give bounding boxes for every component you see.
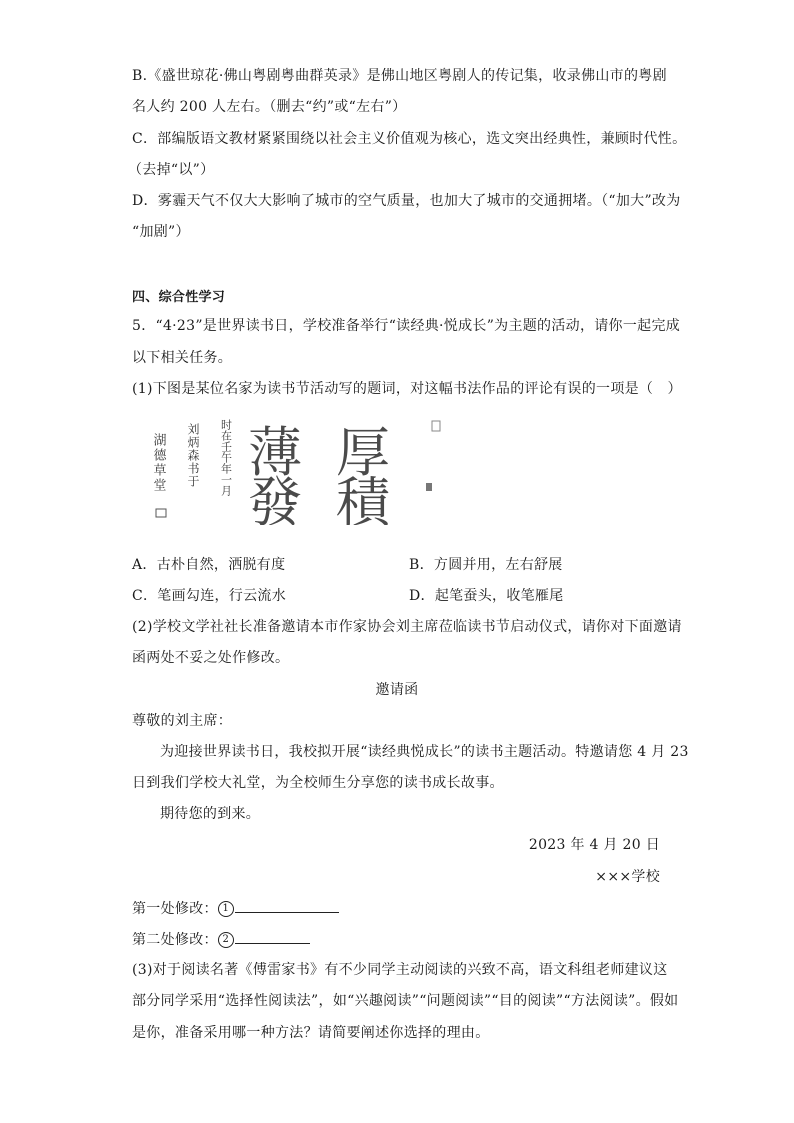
subquestion-3-line2: 部分同学采用“选择性阅读法”，如“兴趣阅读”“问题阅读”“目的阅读”“方法阅读”。假如 [132,993,679,1009]
choice-c: C．笔画勾连，行云流水 [132,588,287,604]
option-d-line2: “加剧”） [132,224,190,240]
calligraphy-char-3: 發 [248,471,308,525]
section-heading: 四、综合性学习 [132,290,226,305]
choice-b: B．方圆并用，左右舒展 [409,557,563,573]
question-5-line1: 5．“4·23”是世界读书日，学校准备举行“读经典·悦成长”为主题的活动，请你一起完成 [132,318,681,334]
fix-1-blank[interactable] [235,898,339,913]
seal-small-3 [426,483,432,491]
seal-small-2 [432,421,440,431]
fix-2-row [132,929,310,950]
subquestion-3-line3: 是你，准备采用哪一种方法？请简要阐述你选择的理由。 [132,1025,490,1041]
subquestion-2-line1: (2)学校文学社社长准备邀请本市作家协会刘主席莅临读书节启动仪式，请你对下面邀请 [132,619,682,635]
question-5-line2: 以下相关任务。 [132,350,233,366]
fix-2-label: 第二处修改： [132,932,218,948]
seal-small-1 [156,509,166,517]
calligraphy-char-2: 厚 [336,421,396,484]
letter-date: 2023 年 4 月 20 日 [528,837,660,853]
circled-number-1: 1 [218,901,234,917]
inscription-mid: 刘炳森书于 [186,423,200,488]
option-c-line2: （去掉“以”） [128,162,215,178]
choice-a: A．古朴自然，洒脱有度 [132,557,286,573]
inscription-right: 时在壬午年一月 [219,419,233,496]
fix-2-blank[interactable] [235,929,310,944]
letter-salutation: 尊敬的刘主席： [132,713,233,729]
subquestion-1: (1)下图是某位名家为读书节活动写的题词，对这幅书法作品的评论有误的一项是（ ） [132,381,682,397]
letter-body-line2: 日到我们学校大礼堂，为全校师生分享您的读书成长故事。 [132,775,504,791]
subquestion-2-line2: 函两处不妥之处作修改。 [132,650,290,666]
calligraphy-image [148,413,444,525]
option-b-line1: B.《盛世琼花·佛山粤剧粤曲群英录》是佛山地区粤剧人的传记集，收录佛山市的粤剧 [132,68,667,84]
letter-signature: ×××学校 [595,869,660,885]
fix-1-row [132,898,339,919]
choice-d: D．起笔蚕头，收笔雁尾 [409,588,564,604]
option-b-line2: 名人约 200 人左右。（删去“约”或“左右”） [132,99,407,115]
option-c-line1: C．部编版语文教材紧紧围绕以社会主义价值观为核心，选文突出经典性，兼顾时代性。 [132,131,687,147]
letter-body-line1: 为迎接世界读书日，我校拟开展“读经典悦成长”的读书主题活动。特邀请您 4 月 23 [160,744,689,760]
option-d-line1: D．雾霾天气不仅大大影响了城市的空气质量，也加大了城市的交通拥堵。（“加大”改为 [132,193,681,209]
calligraphy-char-4: 積 [336,471,396,525]
inscription-left: 湖德草堂 [150,433,166,493]
subquestion-3-line1: (3)对于阅读名著《傅雷家书》有不少同学主动阅读的兴致不高，语文科组老师建议这 [132,962,668,978]
fix-1-label: 第一处修改： [132,901,218,917]
circled-number-2: 2 [218,932,234,948]
letter-title: 邀请函 [375,682,419,698]
letter-body-line3: 期待您的到来。 [160,806,261,822]
calligraphy-char-1: 薄 [248,421,308,484]
